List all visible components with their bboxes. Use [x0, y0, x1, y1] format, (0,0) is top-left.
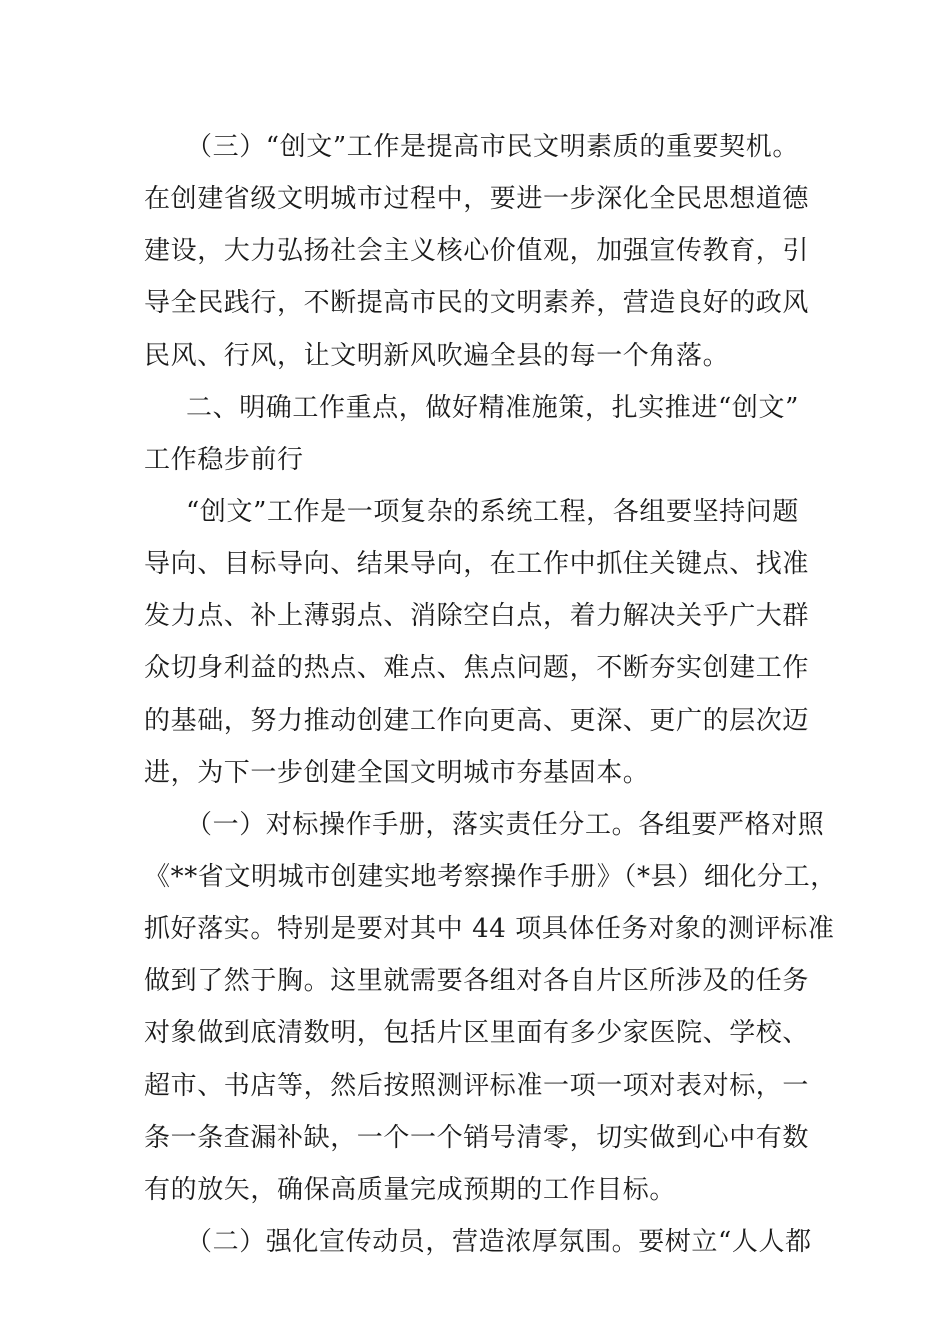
paragraph-line: 导向、目标导向、结果导向，在工作中抓住关键点、找准 — [144, 549, 810, 580]
paragraph-line: （三）“创文”工作是提高市民文明素质的重要契机。 — [186, 132, 799, 162]
paragraph-line: 对象做到底清数明，包括片区里面有多少家医院、学校、 — [144, 1018, 810, 1049]
paragraph-line: “创文”工作是一项复杂的系统工程，各组要坚持问题 — [186, 496, 799, 527]
paragraph-line: 做到了然于胸。这里就需要各组对各自片区所涉及的任务 — [144, 966, 810, 997]
paragraph-line: 众切身利益的热点、难点、焦点问题，不断夯实创建工作 — [144, 653, 810, 684]
paragraph-line: 导全民践行，不断提高市民的文明素养，营造良好的政风 — [144, 288, 810, 319]
paragraph-line: 民风、行风，让文明新风吹遍全县的每一个角落。 — [144, 340, 730, 371]
paragraph-line: 条一条查漏补缺，一个一个销号清零，切实做到心中有数 — [144, 1122, 810, 1153]
document-body — [144, 121, 837, 1268]
paragraph-line: 在创建省级文明城市过程中，要进一步深化全民思想道德 — [144, 184, 810, 215]
paragraph-line: 发力点、补上薄弱点、消除空白点，着力解决关乎广大群 — [144, 601, 810, 632]
paragraph-line: （二）强化宣传动员，营造浓厚氛围。要树立“人人都 — [186, 1226, 812, 1257]
paragraph-line: 进，为下一步创建全国文明城市夯基固本。 — [144, 757, 650, 788]
section-heading-line: 工作稳步前行 — [144, 444, 304, 475]
paragraph-line: 建设，大力弘扬社会主义核心价值观，加强宣传教育，引 — [144, 236, 810, 267]
paragraph-line: 的基础，努力推动创建工作向更高、更深、更广的层次迈 — [144, 705, 810, 736]
paragraph-line: 有的放矢，确保高质量完成预期的工作目标。 — [144, 1174, 677, 1205]
paragraph-line: 抓好落实。特别是要对其中 44 项具体任务对象的测评标准 — [144, 914, 835, 945]
paragraph-line: （一）对标操作手册，落实责任分工。各组要严格对照 — [186, 809, 825, 840]
section-heading-line: 二、明确工作重点，做好精准施策，扎实推进“创文” — [186, 392, 799, 423]
paragraph-line: 超市、书店等，然后按照测评标准一项一项对表对标，一 — [144, 1070, 810, 1101]
paragraph-line: 《**省文明城市创建实地考察操作手册》（*县）细化分工， — [144, 861, 837, 892]
